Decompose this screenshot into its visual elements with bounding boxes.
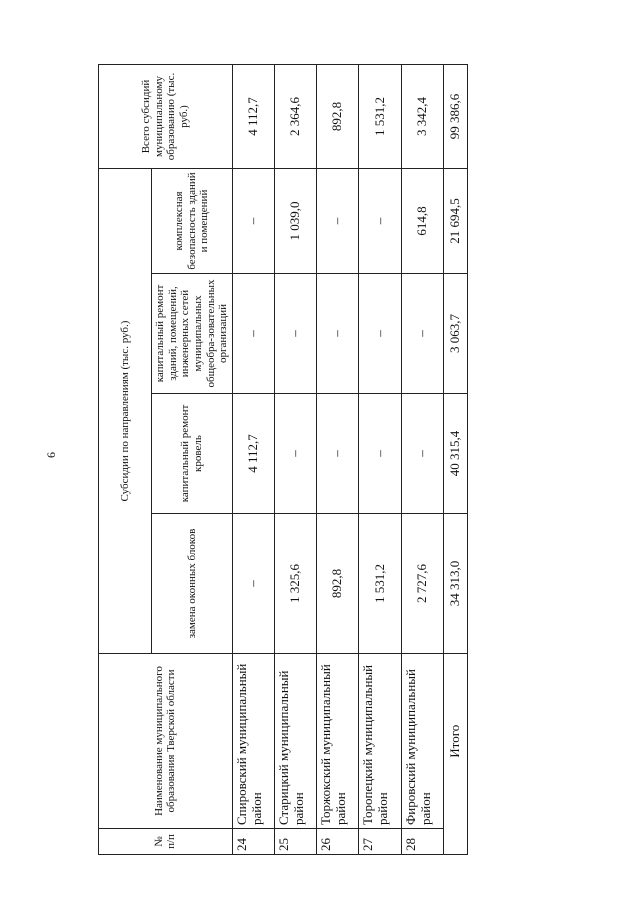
row-index: 24 — [232, 829, 274, 855]
row-engineering: – — [232, 274, 274, 394]
row-total: 1 531,2 — [359, 65, 401, 169]
row-roofs: – — [317, 394, 359, 514]
row-safety: – — [317, 169, 359, 274]
header-group: Субсидии по направлениям (тыс. руб.) — [99, 169, 152, 654]
totals-roofs: 40 315,4 — [443, 394, 467, 514]
totals-row — [443, 65, 467, 855]
header-engineering: капитальный ремонт зданий, помещений, инженерных сетей муниципальных общеобра-зовательных организаций — [152, 274, 233, 394]
header-name: Наименование муниципального образования Тверской области — [99, 654, 233, 829]
row-safety: 614,8 — [401, 169, 443, 274]
table-row — [232, 65, 274, 855]
row-windows: 892,8 — [317, 514, 359, 654]
totals-label: Итого — [443, 654, 467, 829]
row-safety: – — [359, 169, 401, 274]
row-name: Торжокский муниципальный район — [317, 654, 359, 829]
row-total: 4 112,7 — [232, 65, 274, 169]
totals-windows: 34 313,0 — [443, 514, 467, 654]
row-index: 28 — [401, 829, 443, 855]
row-roofs: – — [275, 394, 317, 514]
row-engineering: – — [275, 274, 317, 394]
row-engineering: – — [359, 274, 401, 394]
totals-total: 99 386,6 — [443, 65, 467, 169]
row-name: Фировский муниципальный район — [401, 654, 443, 829]
row-total: 3 342,4 — [401, 65, 443, 169]
totals-index-cell — [443, 829, 467, 855]
row-windows: 1 531,2 — [359, 514, 401, 654]
row-safety: – — [232, 169, 274, 274]
row-name: Спировский муниципальный район — [232, 654, 274, 829]
row-safety: 1 039,0 — [275, 169, 317, 274]
row-windows: – — [232, 514, 274, 654]
rotated-table-container — [98, 65, 468, 855]
header-total: Всего субсидий муниципальному образованию (тыс. руб.) — [99, 65, 233, 169]
row-index: 26 — [317, 829, 359, 855]
row-windows: 2 727,6 — [401, 514, 443, 654]
row-index: 25 — [275, 829, 317, 855]
row-engineering: – — [317, 274, 359, 394]
header-roofs: капитальный ремонт кровель — [152, 394, 233, 514]
table-row — [275, 65, 317, 855]
page-number: 6 — [44, 452, 58, 458]
row-total: 892,8 — [317, 65, 359, 169]
row-roofs: – — [359, 394, 401, 514]
subsidy-table — [98, 64, 468, 855]
row-roofs: – — [401, 394, 443, 514]
row-index: 27 — [359, 829, 401, 855]
row-windows: 1 325,6 — [275, 514, 317, 654]
table-row — [317, 65, 359, 855]
header-windows: замена оконных блоков — [152, 514, 233, 654]
header-safety: комплексная безопасность зданий и помещений — [152, 169, 233, 274]
totals-engineering: 3 063,7 — [443, 274, 467, 394]
row-roofs: 4 112,7 — [232, 394, 274, 514]
table-row — [359, 65, 401, 855]
header-index: № п/п — [99, 829, 233, 855]
table-row — [401, 65, 443, 855]
row-name: Старицкий муниципальный район — [275, 654, 317, 829]
row-total: 2 364,6 — [275, 65, 317, 169]
row-name: Торопецкий муниципальный район — [359, 654, 401, 829]
totals-safety: 21 694,5 — [443, 169, 467, 274]
row-engineering: – — [401, 274, 443, 394]
